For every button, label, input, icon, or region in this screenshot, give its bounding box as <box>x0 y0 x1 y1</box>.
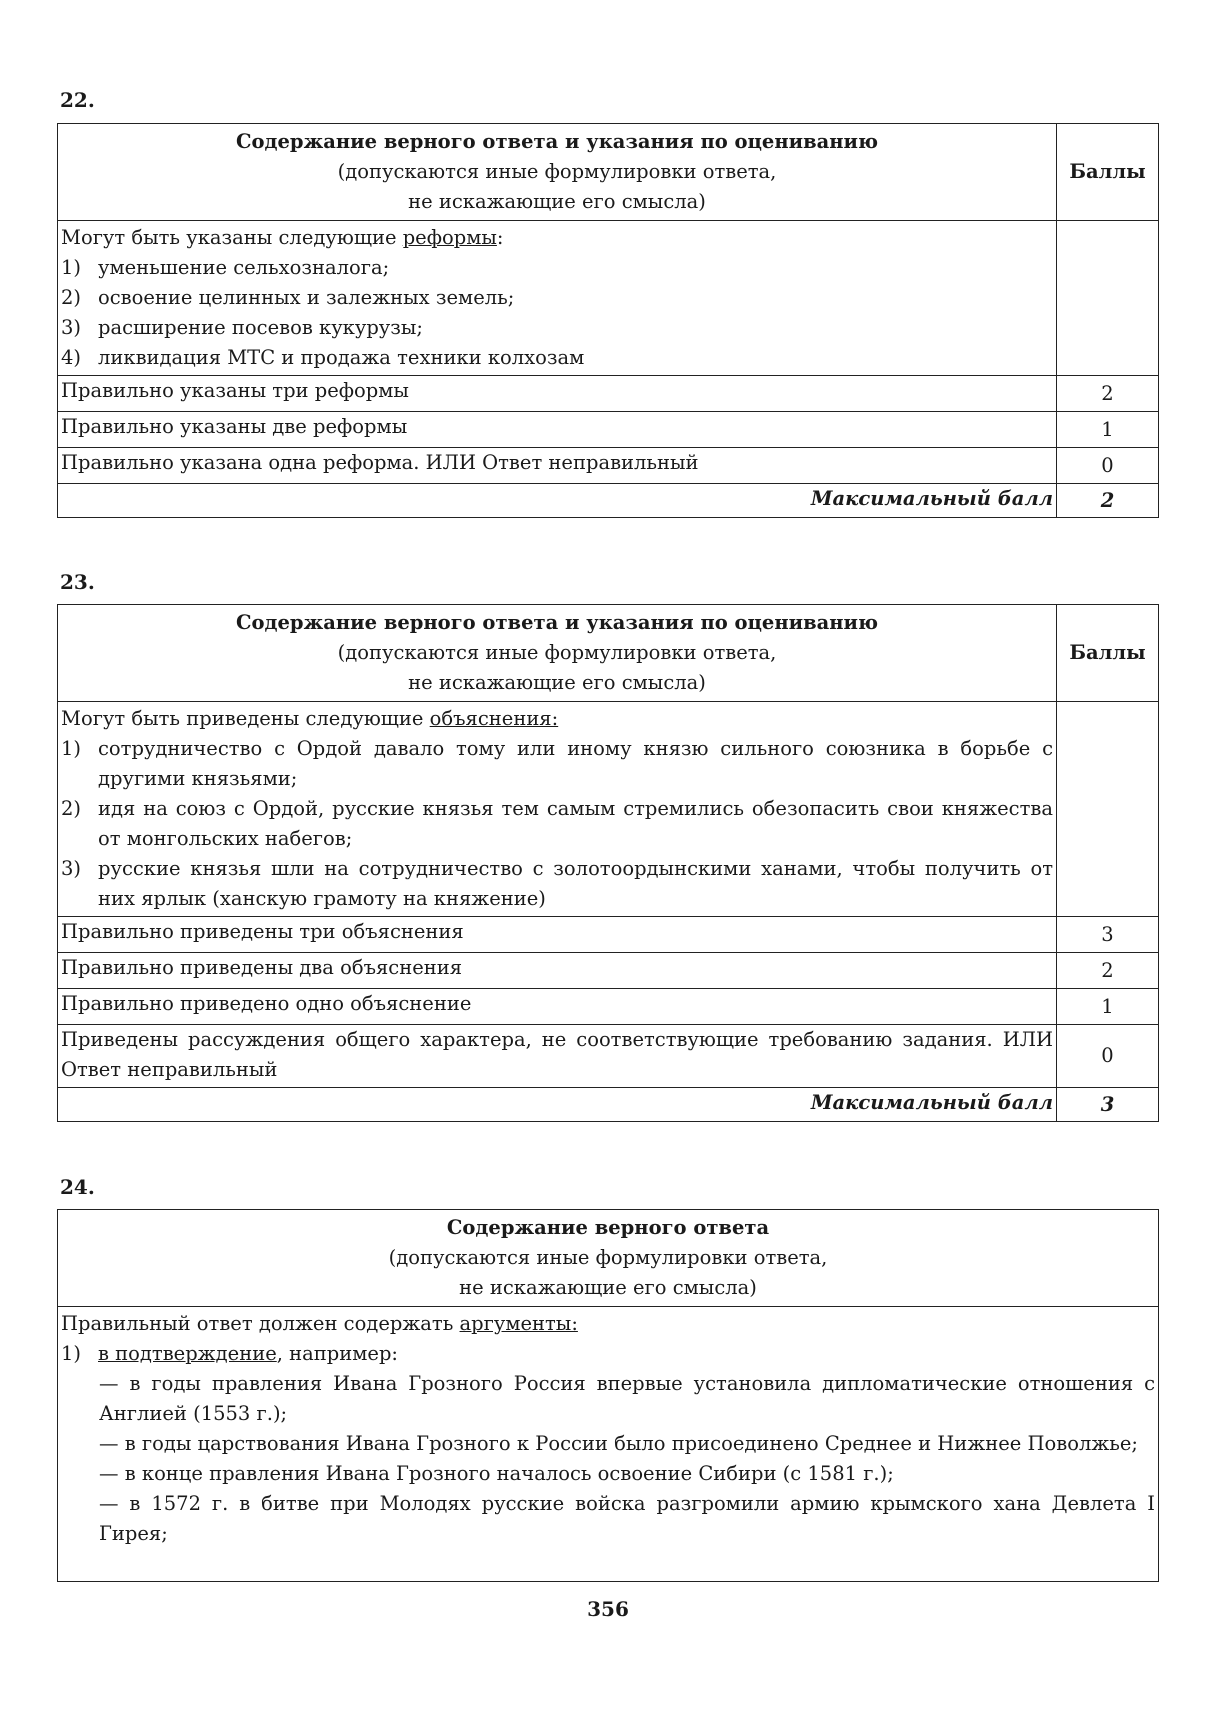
question-24-number: 24. <box>60 1175 95 1199</box>
list-item <box>61 343 1053 373</box>
answer-content-cell <box>58 702 1057 917</box>
item-text: освоение целинных и залежных земель; <box>98 286 515 309</box>
question-22-table <box>57 123 1159 518</box>
criteria-text: Правильно приведены два объяснения <box>58 953 1057 989</box>
list-item <box>61 313 1053 343</box>
answer-content-cell <box>58 221 1057 376</box>
item-number: 1) <box>61 256 82 279</box>
header-line: не искажающие его смысла) <box>459 1276 757 1299</box>
argument-bullet: — в 1572 г. в битве при Молодях русские войска разгромили армию крымского хана Девлета I Гирея; <box>99 1492 1155 1545</box>
item-number: 1) <box>61 737 82 760</box>
answer-header-cell <box>58 605 1057 702</box>
criteria-score: 3 <box>1057 917 1159 953</box>
list-item <box>61 794 1053 854</box>
item-text: расширение посевов кукурузы; <box>98 316 424 339</box>
list-item <box>61 734 1053 794</box>
criteria-text: Правильно приведено одно объяснение <box>58 989 1057 1025</box>
item-text: уменьшение сельхозналога; <box>98 256 390 279</box>
item-number: 3) <box>61 316 82 339</box>
list-item <box>61 253 1053 283</box>
intro-suffix: : <box>496 226 504 249</box>
answer-content-row <box>58 1307 1159 1582</box>
intro-text: Могут быть указаны следующие <box>61 226 403 249</box>
list-item <box>61 854 1053 914</box>
table-header-row <box>58 1210 1159 1307</box>
table-header-row <box>58 605 1159 702</box>
score-header-cell: Баллы <box>1057 605 1159 702</box>
intro-line <box>61 1309 1155 1339</box>
criteria-score: 0 <box>1057 1025 1159 1088</box>
item-text: ликвидация МТС и продажа техники колхозам <box>98 346 585 369</box>
intro-line <box>61 704 1053 734</box>
header-line: (допускаются иные формулировки ответа, <box>337 641 777 664</box>
empty-score-cell <box>1057 221 1159 376</box>
header-title: Содержание верного ответа <box>446 1216 770 1239</box>
argument-bullet: — в конце правления Ивана Грозного началось освоение Сибири (с 1581 г.); <box>99 1462 894 1485</box>
max-score-row <box>58 1088 1159 1122</box>
question-23-number: 23. <box>60 570 95 594</box>
criteria-text: Правильно указаны две реформы <box>58 412 1057 448</box>
item-number: 2) <box>61 286 82 309</box>
question-23-table <box>57 604 1159 1122</box>
criteria-score: 2 <box>1057 376 1159 412</box>
question-24-table <box>57 1209 1159 1582</box>
list-item <box>61 283 1053 313</box>
intro-line <box>61 223 1053 253</box>
criteria-text: Правильно указаны три реформы <box>58 376 1057 412</box>
item-text <box>98 1339 1155 1369</box>
header-title: Содержание верного ответа и указания по оцениванию <box>236 611 878 634</box>
criteria-row <box>58 1025 1159 1088</box>
max-score-value: 2 <box>1057 484 1159 518</box>
argument-bullet: — в годы правления Ивана Грозного Россия впервые установила дипломатические отношения с Англией (1553 г.); <box>99 1372 1155 1425</box>
argument-bullet: — в годы царствования Ивана Грозного к России было присоединено Среднее и Нижнее Поволжье; <box>99 1432 1138 1455</box>
empty-score-cell <box>1057 702 1159 917</box>
answer-header-cell <box>58 124 1057 221</box>
header-title: Содержание верного ответа и указания по оцениванию <box>236 130 878 153</box>
item-keyword: в подтверждение <box>98 1342 277 1365</box>
max-score-label: Максимальный балл <box>58 484 1057 518</box>
item-number: 1) <box>61 1342 82 1365</box>
item-text: идя на союз с Ордой, русские князья тем самым стремились обезопасить свои княжества от монгольских набегов; <box>98 797 1053 850</box>
header-line: не искажающие его смысла) <box>408 671 706 694</box>
question-22-number: 22. <box>60 88 95 112</box>
item-number: 2) <box>61 797 82 820</box>
item-text: русские князья шли на сотрудничество с золотоордынскими ханами, чтобы получить от них ярлык (ханскую грамоту на княжение) <box>98 857 1053 910</box>
header-line: (допускаются иные формулировки ответа, <box>388 1246 828 1269</box>
score-header-cell: Баллы <box>1057 124 1159 221</box>
criteria-text: Приведены рассуждения общего характера, не соответствующие требованию задания. ИЛИ Ответ неправильный <box>58 1025 1057 1088</box>
item-number: 4) <box>61 346 82 369</box>
list-item <box>61 1339 1155 1369</box>
item-suffix: , например: <box>276 1342 398 1365</box>
criteria-text: Правильно указана одна реформа. ИЛИ Ответ неправильный <box>58 448 1057 484</box>
header-line: (допускаются иные формулировки ответа, <box>337 160 777 183</box>
answer-content-cell <box>58 1307 1159 1582</box>
criteria-row <box>58 989 1159 1025</box>
page-number: 356 <box>587 1597 629 1621</box>
header-line: не искажающие его смысла) <box>408 190 706 213</box>
max-score-row <box>58 484 1159 518</box>
criteria-score: 0 <box>1057 448 1159 484</box>
answer-content-row <box>58 702 1159 917</box>
criteria-text: Правильно приведены три объяснения <box>58 917 1057 953</box>
answer-content-row <box>58 221 1159 376</box>
criteria-row <box>58 448 1159 484</box>
max-score-label: Максимальный балл <box>58 1088 1057 1122</box>
criteria-score: 1 <box>1057 412 1159 448</box>
criteria-row <box>58 917 1159 953</box>
intro-keyword: объяснения: <box>429 707 559 730</box>
intro-text: Правильный ответ должен содержать <box>61 1312 460 1335</box>
item-number: 3) <box>61 857 82 880</box>
intro-keyword: реформы <box>402 226 497 249</box>
table-header-row <box>58 124 1159 221</box>
criteria-row <box>58 412 1159 448</box>
criteria-score: 2 <box>1057 953 1159 989</box>
criteria-row <box>58 953 1159 989</box>
criteria-row <box>58 376 1159 412</box>
max-score-value: 3 <box>1057 1088 1159 1122</box>
answer-header-cell <box>58 1210 1159 1307</box>
intro-text: Могут быть приведены следующие <box>61 707 430 730</box>
criteria-score: 1 <box>1057 989 1159 1025</box>
intro-keyword: аргументы: <box>459 1312 578 1335</box>
item-text: сотрудничество с Ордой давало тому или иному князю сильного союзника в борьбе с другими князьями; <box>98 737 1053 790</box>
